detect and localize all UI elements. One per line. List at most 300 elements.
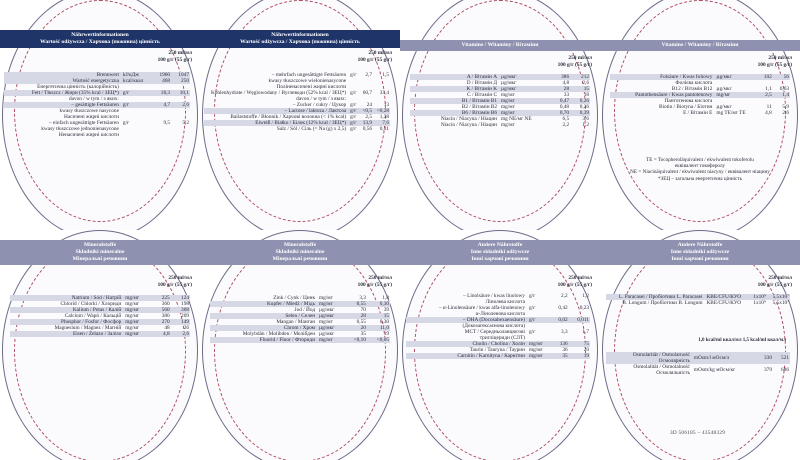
cell-unit: KBE/CFU/КУО: [705, 294, 748, 300]
cell-name: α-Ліноленова кислота: [475, 311, 525, 317]
cell-unit: kJ/кДж: [122, 72, 152, 78]
column-heads: [158, 275, 192, 288]
cell-name: davon / w tym / з яких:: [68, 96, 119, 102]
col-head-weight: 100 g/г: [357, 56, 374, 63]
cell-v2: 1,4: [773, 92, 790, 98]
cell-unit: µg/мкг: [318, 325, 344, 331]
cell-name: Phosphor / Fosfor / Фосфор: [10, 319, 124, 325]
cell-v1: 35: [360, 331, 366, 337]
kcal-head: ккал/мл: [767, 338, 786, 343]
cell-v1: 60,7: [362, 90, 373, 96]
panel-header: [200, 240, 400, 265]
cell-unit: mg/мг: [125, 313, 140, 319]
cell-name: Mangan / Манган: [276, 319, 316, 325]
cell-v1: 20: [344, 325, 367, 331]
panel-vitamins-1: [400, 0, 600, 230]
panel-minerals-1: [0, 230, 200, 460]
cell-v2: 1,38: [379, 114, 389, 120]
col-head-portion: (55 g/г): [175, 56, 192, 63]
cell-v1: 4,7: [152, 102, 171, 108]
cell-name: [606, 364, 693, 376]
cell-v2: 18: [583, 92, 589, 98]
table-row: [606, 352, 790, 364]
cell-v1: 1,1: [765, 86, 772, 92]
col-head-weight: 100 g/г: [357, 281, 374, 288]
cell-v1: 4,8: [765, 110, 772, 116]
cell-v1: 1x10⁹: [748, 294, 767, 300]
cell-unit: mg/мг: [125, 325, 140, 331]
cell-v1: 35: [551, 353, 569, 359]
footnote: NE = Niacinäquivalent / ekwiwalent niacyny / еквівалент ніацину: [630, 169, 770, 176]
cell-unit: mg/мг: [319, 295, 333, 301]
cell-v1: <0,10: [344, 337, 367, 343]
cell-v2: 3,6: [582, 116, 589, 122]
cell-v1: 1x10⁹: [753, 300, 766, 306]
cell-v2: 149: [171, 319, 190, 325]
cell-name: тригліцериди (СЛТ): [479, 335, 525, 341]
cell-name: Fluorid / Fluor / Фториди: [210, 337, 318, 343]
cell-v2: 19: [569, 353, 590, 359]
panel-header: [600, 40, 800, 51]
cell-name: – Lactose / laktoza / Лактоза: [204, 108, 349, 114]
cell-v2: <0,28: [373, 108, 390, 114]
cell-name: B1 / Вітамін B1: [410, 98, 500, 104]
cell-name: D / Вітамін Д: [466, 80, 498, 86]
cell-v1: 1960: [152, 72, 171, 78]
cell-name: kwasy tłuszczowe jednonienasycone: [41, 126, 119, 132]
cell-name: Kohlenhydrate / Węglowodany / Вуглеводи (52% kcal / ЗЕЦ*): [210, 90, 347, 96]
nutrition-table: [204, 72, 390, 132]
cell-v1: 0,55: [356, 319, 366, 325]
cell-unit: µg/мкг: [715, 74, 757, 80]
cell-v2: 1,5: [382, 72, 389, 78]
cell-name: Eisen / Żelazo / Залізо: [10, 331, 124, 337]
cell-name: (Докозагексаєнова кислота): [462, 323, 525, 329]
cell-v1: 360: [161, 301, 170, 307]
table-row: [406, 353, 590, 359]
cell-unit: [122, 132, 152, 138]
product-code: 3D 506185 – 43548329: [670, 430, 726, 436]
footnote: еквівалент токоферолу: [674, 163, 726, 170]
cell-v2: 2,6: [782, 110, 789, 116]
cell-v1: 36: [562, 347, 568, 353]
cell-v2: 13: [383, 102, 389, 108]
kcal-heads: [698, 338, 786, 345]
col-head-volume: 250 ml/мл: [168, 275, 192, 281]
cell-v2: 250: [171, 78, 190, 84]
col-head-volume: 250 ml/мл: [568, 55, 592, 61]
cell-v1: 2,5: [365, 114, 373, 120]
cell-unit: g/г: [350, 126, 357, 132]
cell-v2: 0,011: [569, 317, 590, 323]
header-line: Wartość odżywcza / Харчова (поживна) цінність: [240, 39, 360, 45]
cell-unit: µg/мкг: [500, 74, 550, 80]
cell-name: MCT / Середньоланцюгові: [464, 329, 525, 335]
cell-name: Selen / Селен: [210, 313, 318, 319]
cell-unit: mg/мг: [318, 301, 344, 307]
cell-name: – gesättigte Fettsäuren: [4, 102, 122, 108]
cell-unit: g/г: [350, 72, 357, 78]
osmolarity-table: [606, 352, 790, 376]
cell-unit: µg/мкг: [716, 86, 732, 92]
cell-name: Jod / Йод: [294, 307, 316, 313]
cell-name: Chlorid / Chlorki / Хлориди: [60, 301, 122, 307]
footnote: TE = Tocopheroläquivalent / ekwiwalent tokoferolu: [646, 157, 754, 163]
cell-v1: 560: [151, 307, 170, 313]
cell-unit: g/г: [122, 102, 152, 108]
cell-unit: mg NE/мг NE: [501, 116, 532, 122]
cell-unit: mOsm/kg мОсм/кг: [693, 367, 736, 373]
cell-unit: mg/мг: [528, 347, 543, 353]
header-line: Vitamine / Witaminy / Вітаміни: [661, 42, 739, 48]
cell-name: A / Вітамін A: [410, 74, 500, 80]
cell-name: Cholin / Cholina / Холін: [406, 341, 528, 347]
cell-v2: <0,05: [367, 337, 390, 343]
cell-name: Поліненасичені жирні кислоти: [276, 84, 347, 90]
col-head-volume: 250 ml/мл: [168, 50, 192, 56]
column-heads: [558, 55, 592, 68]
cell-v2: 1,2: [582, 293, 589, 299]
kcal-head: kcal/ml: [750, 338, 767, 343]
col-head-portion: (55 g/г): [575, 61, 592, 68]
cell-v2: 19: [383, 331, 389, 337]
header-line: Мінеральні речовини: [272, 256, 328, 262]
cell-v1: 0,70: [550, 110, 570, 116]
cell-name: B. Longum / Пробіотики B. Longum: [622, 300, 703, 306]
osmo-name: Osmolarität / Osmolarność: [632, 352, 690, 358]
cell-unit: mg/мг: [319, 319, 333, 325]
cell-unit: mg/мг: [124, 295, 151, 301]
cell-name: Molybdän / Molibden / Молібден: [242, 331, 316, 337]
panel-header: [400, 40, 600, 51]
cell-v1: 11: [766, 104, 772, 110]
cell-name: kwasy tłuszczowe nasycone: [59, 108, 119, 114]
cell-name: B2 / Вітамін B2: [461, 104, 498, 110]
column-heads: [558, 275, 592, 288]
osmo-name: Osmolalität / Osmolalność: [633, 364, 690, 370]
cell-v1: 2,2: [561, 293, 568, 299]
table-row: [610, 110, 790, 116]
cell-v2: 7,6: [373, 120, 390, 126]
col-head-volume: 250 ml/мл: [368, 50, 392, 56]
cell-unit: mg/мг: [528, 353, 551, 359]
cell-v1: 3,3: [359, 295, 366, 301]
col-head-portion: (55 g/г): [375, 56, 392, 63]
header-line: Wartość odżywcza / Харчова (поживна) цінність: [40, 39, 160, 45]
header-line: Mineralstoffe: [283, 242, 317, 248]
cell-name: Eiweiß / Białko / Білок (12% kcal / ЗЕЦ*): [204, 120, 349, 126]
footnotes: [620, 157, 780, 182]
cell-v2: 124: [171, 295, 190, 301]
cell-v1: 0,55: [344, 301, 367, 307]
cell-v1: 0,47: [550, 98, 570, 104]
cell-v1: 2,2: [562, 122, 570, 128]
cell-unit: g/г: [528, 329, 536, 335]
cell-v1: 9,5: [163, 120, 171, 126]
col-head-weight: 100 g/г: [557, 281, 574, 288]
cell-name: – einfach ungesättigte Fettsäuren: [49, 120, 119, 126]
kcal-head: 1,5: [742, 338, 750, 343]
col-head-volume: 250 ml/мл: [768, 55, 792, 61]
cell-v2: 308: [171, 307, 190, 313]
cell-v1: <0,5: [359, 108, 373, 114]
cell-v2: 2,6: [171, 331, 190, 337]
cell-name: Ненасичені жирні кислоти: [58, 132, 119, 138]
col-head-portion: (55 g/г): [375, 281, 392, 288]
cell-unit: mg/мг: [501, 122, 515, 128]
cell-name: Kalium / Potas / Калій: [10, 307, 124, 313]
cell-unit: µg/мкг: [318, 313, 344, 319]
cell-v1: 102: [757, 74, 773, 80]
col-head-portion: (55 g/г): [175, 281, 192, 288]
cell-name: Zink / Cynk / Цинк: [273, 295, 316, 301]
panel-header: [0, 30, 200, 48]
cell-name: Salz / Sól / Сіль (= Na (g) x 2,5): [276, 126, 347, 132]
column-heads: [758, 275, 792, 288]
cell-name: Folsäure / Kwas foliowy: [610, 74, 715, 80]
cell-name: Natrium / Sód / Натрій: [10, 295, 124, 301]
cell-unit: g/г: [349, 120, 359, 126]
cell-v2: 5,2: [182, 120, 189, 126]
cut-line: [614, 240, 786, 460]
col-head-weight: 100 g/г: [157, 56, 174, 63]
cell-unit: mg/мг: [500, 98, 550, 104]
col-head-portion: (55 g/г): [775, 61, 792, 68]
cell-unit: g/г: [349, 108, 359, 114]
cell-name: Magnesium / Magnez / Магній: [54, 325, 122, 331]
cell-name: Ballaststoffe / Błonnik / Харчові волокна (< 1% kcal): [230, 114, 347, 120]
cell-v1: 13,9: [359, 120, 373, 126]
cell-v1: 18,3: [152, 90, 171, 96]
cell-unit: µg/мкг: [716, 104, 732, 110]
cell-v1: 3,3: [561, 329, 568, 335]
cell-unit: mg/мг: [124, 307, 151, 313]
header-line: Vitamine / Witaminy / Вітаміни: [461, 42, 539, 48]
cell-v2: 0,31: [379, 126, 389, 132]
cell-v2: 2,6: [171, 102, 190, 108]
cell-v1: 4,8: [562, 80, 570, 86]
header-line: Inne składniki odżywcze: [670, 249, 730, 255]
nutrient-table: [406, 293, 590, 359]
cell-v1: 379: [764, 367, 772, 373]
table-row: [204, 126, 390, 132]
cell-v1: 0,56: [362, 126, 373, 132]
cell-v2: [171, 132, 190, 138]
cell-unit: mg/мг: [501, 104, 515, 110]
cell-unit: mg/мг: [125, 301, 140, 307]
cell-name: Енергетична цінність (калорійність): [37, 84, 119, 90]
cell-v2: 75: [569, 341, 590, 347]
cell-unit: mg/мг: [528, 341, 551, 347]
cell-v2: 0,23: [579, 305, 589, 311]
osmo-name-ua: Осмолярність: [658, 358, 690, 364]
cell-v1: 48: [164, 325, 170, 331]
cell-name: Carnitin / Karnityna / Карнітин: [406, 353, 528, 359]
cell-v2: 15: [570, 86, 590, 92]
cell-name: K / Вітамін K: [410, 86, 500, 92]
cell-name: – Linolsäure / kwas linolowy: [463, 293, 525, 299]
cell-v2: 5,5x10⁷: [772, 300, 789, 306]
cell-name: B12 / Вітамін B12: [671, 86, 713, 92]
cell-unit: g/г: [350, 102, 357, 108]
cell-v1: 28: [344, 313, 367, 319]
probiotic-table: [606, 294, 790, 306]
cell-v2: 209: [181, 313, 189, 319]
cell-name: – mehrfach ungesättigte Fettsäuren: [271, 72, 347, 78]
cell-unit: mg TE/мг TE: [716, 110, 746, 116]
cell-v2: 1047: [171, 72, 190, 78]
kcal-head: kcal/ml: [705, 338, 722, 343]
cell-name: Niacin / Niacyna / Ніацин: [440, 116, 498, 122]
cell-name: kwasy tłuszczowe wielonienasycone: [268, 78, 347, 84]
cell-v2: 10,1: [171, 90, 190, 96]
cell-name: Biotin / Biotyna / Біотин: [659, 104, 713, 110]
column-heads: [758, 55, 792, 68]
column-heads: [358, 275, 392, 288]
cell-v2: 11,0: [367, 325, 390, 331]
cell-v2: 0,30: [367, 301, 390, 307]
cell-v2: 521: [773, 352, 790, 364]
cell-name: Wartość energetyczna: [4, 78, 122, 84]
cell-unit: µg/мкг: [500, 86, 550, 92]
cell-v2: 686: [781, 367, 789, 373]
header-line: Nährwertinformationen: [71, 32, 129, 38]
cell-v2: 1,2: [582, 122, 589, 128]
cell-v2: 0,63: [779, 86, 789, 92]
header-line: Nährwertinformationen: [271, 32, 329, 38]
table-row: [10, 331, 190, 337]
cell-name: Пантотенова кислота: [664, 98, 713, 104]
cell-unit: mg/мг: [124, 319, 151, 325]
cell-name: Brennwert: [4, 72, 122, 78]
cell-v2: 33,4: [379, 90, 389, 96]
cell-v2: 0,39: [570, 110, 590, 116]
cell-v1: 386: [550, 74, 570, 80]
cell-v1: 6,5: [562, 116, 570, 122]
cell-unit: µg/мкг: [501, 80, 517, 86]
panel-header: [0, 240, 200, 265]
table-row: [606, 300, 790, 306]
cell-unit: µg/мкг: [319, 307, 335, 313]
header-line: Інші харчові речовини: [471, 256, 529, 262]
cell-v2: 39: [383, 307, 389, 313]
col-head-volume: 250 ml/мл: [368, 275, 392, 281]
cell-v2: 5,5x10⁷: [767, 294, 790, 300]
kcal-head: ккал/мл: [722, 338, 742, 343]
cell-v1: 2,7: [365, 72, 373, 78]
table-row: [606, 364, 790, 376]
kcal-head: 1,0: [698, 338, 705, 343]
cell-unit: µg/мкг: [319, 331, 335, 337]
cell-v2: 20: [583, 347, 589, 353]
table-row: [4, 132, 190, 138]
cell-unit: g/г: [122, 90, 152, 96]
column-heads: [158, 50, 192, 63]
cell-v1: 0,42: [558, 305, 568, 311]
cell-name: Chrom / Хром: [210, 325, 318, 331]
cell-v2: 212: [570, 74, 590, 80]
vitamin-table: [410, 74, 590, 128]
cell-v1: 270: [151, 319, 170, 325]
header-line: Andere Nährstoffe: [477, 242, 523, 248]
cell-v1: 380: [161, 313, 170, 319]
header-line: Інші харчові речовини: [671, 256, 729, 262]
cut-line: [214, 240, 386, 460]
panel-other-nutrients-1: [400, 230, 600, 460]
cell-name: Лінолева кислота: [485, 299, 525, 305]
col-head-weight: 100 g/г: [557, 61, 574, 68]
vitamin-table: [610, 74, 790, 116]
cell-name: L. Paracasei / Пробіотики L. Paracasei: [606, 294, 705, 300]
cell-name: Taurin / Tauryna / Таурин: [469, 347, 525, 353]
cell-name: B6 / Вітамін B6: [410, 110, 500, 116]
mineral-table: [10, 295, 190, 337]
cell-name: – Zucker / cukry / Цукор: [292, 102, 347, 108]
mineral-table: [210, 295, 390, 343]
cell-v2: 0,26: [579, 104, 589, 110]
cell-v1: 70: [360, 307, 366, 313]
cell-v1: 0,48: [559, 104, 570, 110]
table-row: [210, 337, 390, 343]
cell-name: – α-Linolensäure / kwas alfa-linolenowy: [438, 305, 525, 311]
cell-name: – DHA (Docosahexaensäure): [406, 317, 528, 323]
cell-unit: mg/мг: [124, 331, 151, 337]
nutrition-table: [4, 72, 190, 138]
cell-unit: mOsm/l мОсм/л: [693, 352, 756, 364]
panel-vitamins-2: [600, 0, 800, 230]
cell-name: Фолієва кислота: [675, 80, 713, 86]
cell-unit: g/г: [528, 305, 536, 311]
cell-unit: mg/мг: [501, 92, 515, 98]
cell-v1: 4,8: [151, 331, 170, 337]
panel-minerals-2: [200, 230, 400, 460]
cell-v1: 136: [551, 341, 569, 347]
cell-unit: g/г: [350, 114, 357, 120]
cell-unit: mg/мг: [715, 92, 757, 98]
cell-v2: 0,30: [379, 319, 389, 325]
cell-v2: 0,26: [570, 98, 590, 104]
cell-name: C / Вітамін C: [467, 92, 498, 98]
cell-name: E / Вітамін E: [683, 110, 713, 116]
cell-v1: 24: [366, 102, 373, 108]
cell-v1: 0,02: [551, 317, 569, 323]
cell-name: Fett / Tłuszcz / Жири (35% kcal / ЗЕЦ*): [4, 90, 122, 96]
header-line: Składniki mineralne: [275, 249, 325, 255]
panel-header: [600, 240, 800, 265]
cell-unit: mg/мг: [318, 337, 344, 343]
table-row: [410, 122, 590, 128]
osmo-name-ua: Осмоляльність: [656, 370, 690, 376]
cell-v2: 5,9: [782, 104, 789, 110]
header-line: Мінеральні речовини: [72, 256, 128, 262]
cell-v1: 468: [152, 78, 171, 84]
cell-v1: 330: [756, 352, 773, 364]
cell-v2: 1,8: [382, 295, 389, 301]
col-head-portion: (55 g/г): [775, 281, 792, 288]
cell-name: Niacin / Niacyna / Ніацин: [440, 122, 498, 128]
cell-name: Calcium / Wapń / Кальцій: [64, 313, 122, 319]
cell-name: Pantothensäure / Kwas pantotenowy: [610, 92, 715, 98]
col-head-volume: 250 ml/мл: [568, 275, 592, 281]
cell-unit: g/г: [350, 90, 357, 96]
panel-header: [200, 30, 400, 48]
cell-v1: [152, 132, 171, 138]
cell-name: davon / w tym / з яких:: [296, 96, 347, 102]
cell-v1: 2,5: [757, 92, 773, 98]
panel-nutrition-2: [200, 0, 400, 230]
cell-v2: 15: [367, 313, 390, 319]
cell-name: Kupfer / Miedź / Мідь: [210, 301, 318, 307]
